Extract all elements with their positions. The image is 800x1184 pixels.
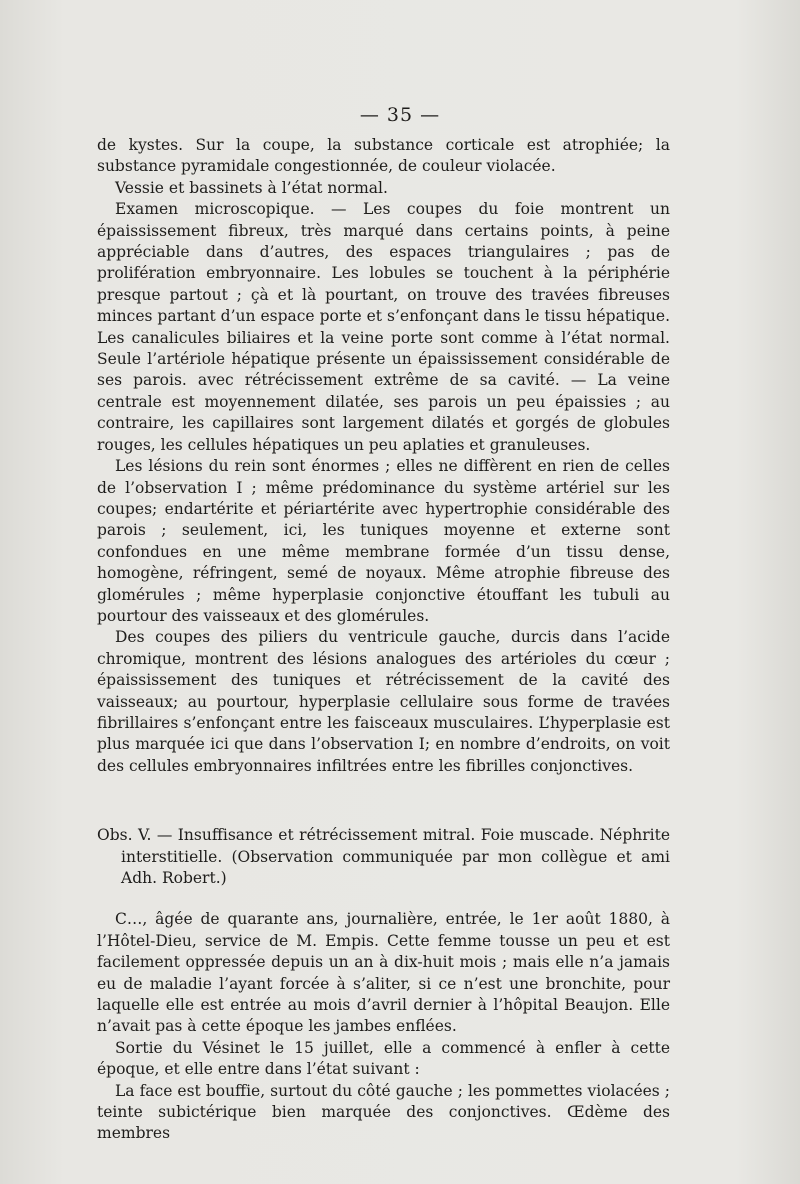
- body-text: [97, 135, 670, 1145]
- paragraph-patient-history: C…, âgée de quarante ans, journalière, entrée, le 1er août 1880, à l’Hôtel-Dieu, service de M. Empis. Cette femme tousse un peu et est facilement oppressée depuis un an à dix-huit mois ; mais elle n’a jamais eu de maladie l’ayant forcée à s’aliter, si ce n’est une bronchite, pour laquelle elle est entrée au mois d’avril dernier à l’hôpital Beaujon. Elle n’avait pas à cette époque les jambes enflées.: [97, 910, 670, 1036]
- paragraph-vessie: Vessie et bassinets à l’état normal.: [115, 178, 388, 197]
- paragraph-coupes-piliers: Des coupes des piliers du ventricule gauche, durcis dans l’acide chromique, montrent des lésions analogues des artérioles du cœur ; épaississement des tuniques et rétrécissement de la cavité des vaisseaux; au pourtour, hyperplasie cellulaire sous forme de travées fibrillaires s’enfonçant entre les faisceaux musculaires. L’hyperplasie est plus marquée ici que dans l’observation I; en nombre d’endroits, on voit des cellules embryonnaires infiltrées entre les fibrilles conjonctives.: [97, 628, 670, 775]
- observation-heading: Obs. V. — Insuffisance et rétrécissement mitral. Foie muscade. Néphrite interstitielle. (Observation communiquée par mon collègue et ami Adh. Robert.): [97, 826, 670, 887]
- paragraph-sortie-vesinet: Sortie du Vésinet le 15 juillet, elle a commencé à enfler à cette époque, et elle entre dans l’état suivant :: [97, 1038, 670, 1079]
- paragraph-continuation: de kystes. Sur la coupe, la substance corticale est atrophiée; la substance pyramidale congestionnée, de couleur violacée.: [97, 136, 670, 176]
- paragraph-lesions-rein: Les lésions du rein sont énormes ; elles ne diffèrent en rien de celles de l’observation I ; même prédominance du système artériel sur les coupes; endartérite et périartérite avec hypertrophie considérable des parois ; seulement, ici, les tuniques moyenne et externe sont confondues en une même membrane formée d’un tissu dense, homogène, réfringent, semé de noyaux. Même atrophie fibreuse des glomérules ; même hyperplasie conjonctive étouffant les tubuli au pourtour des vaisseaux et des glomérules.: [97, 457, 670, 625]
- page-number: — 35 —: [359, 104, 441, 126]
- paragraph-examen-microscopique: Examen microscopique. — Les coupes du foie montrent un épaississement fibreux, très marqué dans certains points, à peine appréciable dans d’autres, des espaces triangulaires ; pas de prolifération embryonnaire. Les lobules se touchent à la périphérie presque partout ; çà et là pourtant, on trouve des travées fibreuses minces partant d’un espace porte et s’enfonçant dans le tissu hépatique. Les canalicules biliaires et la veine porte sont comme à l’état normal. Seule l’artériole hépatique présente un épaississement considérable de ses parois. avec rétrécissement extrême de sa cavité. — La veine centrale est moyennement dilatée, ses parois un peu épaissies ; au contraire, les capillaires sont largement dilatés et gorgés de globules rouges, les cellules hépatiques un peu aplaties et granuleuses.: [97, 200, 670, 454]
- paragraph-face-bouffie: La face est bouffie, surtout du côté gauche ; les pommettes violacées ; teinte subictérique bien marquée des conjonctives. Œdème des membres: [97, 1081, 670, 1143]
